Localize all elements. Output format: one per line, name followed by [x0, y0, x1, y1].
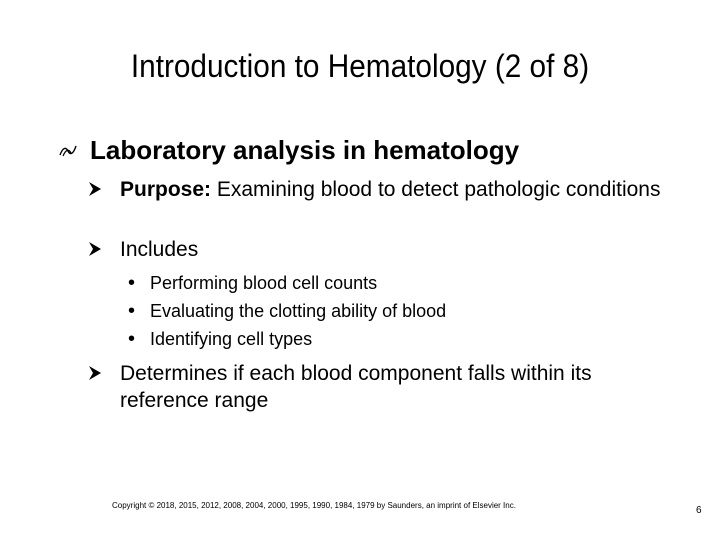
list-item-purpose — [88, 176, 688, 232]
purpose-label: Purpose: — [120, 178, 212, 201]
sub-item-text: Performing blood cell counts — [150, 273, 378, 293]
list-item-reference — [88, 360, 688, 416]
sub-item-text: Identifying cell types — [150, 329, 313, 349]
arrowhead-icon — [88, 365, 102, 381]
purpose-text: Examining blood to detect pathologic conditions — [211, 178, 661, 201]
sub-item-text: Evaluating the clotting ability of blood — [150, 301, 447, 321]
slide-title: Introduction to Hematology (2 of 8) — [130, 48, 590, 84]
list-item-text — [120, 176, 680, 203]
reference-text: Determines if each blood component falls within its reference range — [120, 362, 592, 412]
heading: Laboratory analysis in hematology — [90, 135, 520, 165]
page-number: 6 — [696, 505, 702, 516]
list-item-includes — [88, 236, 688, 264]
arrowhead-icon — [88, 241, 102, 257]
arrowhead-icon — [88, 181, 102, 197]
dot-icon: • — [128, 300, 136, 322]
wavy-bullet-icon — [58, 141, 80, 159]
dot-icon: • — [128, 328, 136, 350]
dot-icon: • — [128, 272, 136, 294]
copyright-footer: Copyright © 2018, 2015, 2012, 2008, 2004, 2000, 1995, 1990, 1984, 1979 by Saunders, an imprint of Elsevier Inc. — [112, 501, 516, 510]
includes-text: Includes — [120, 238, 199, 261]
